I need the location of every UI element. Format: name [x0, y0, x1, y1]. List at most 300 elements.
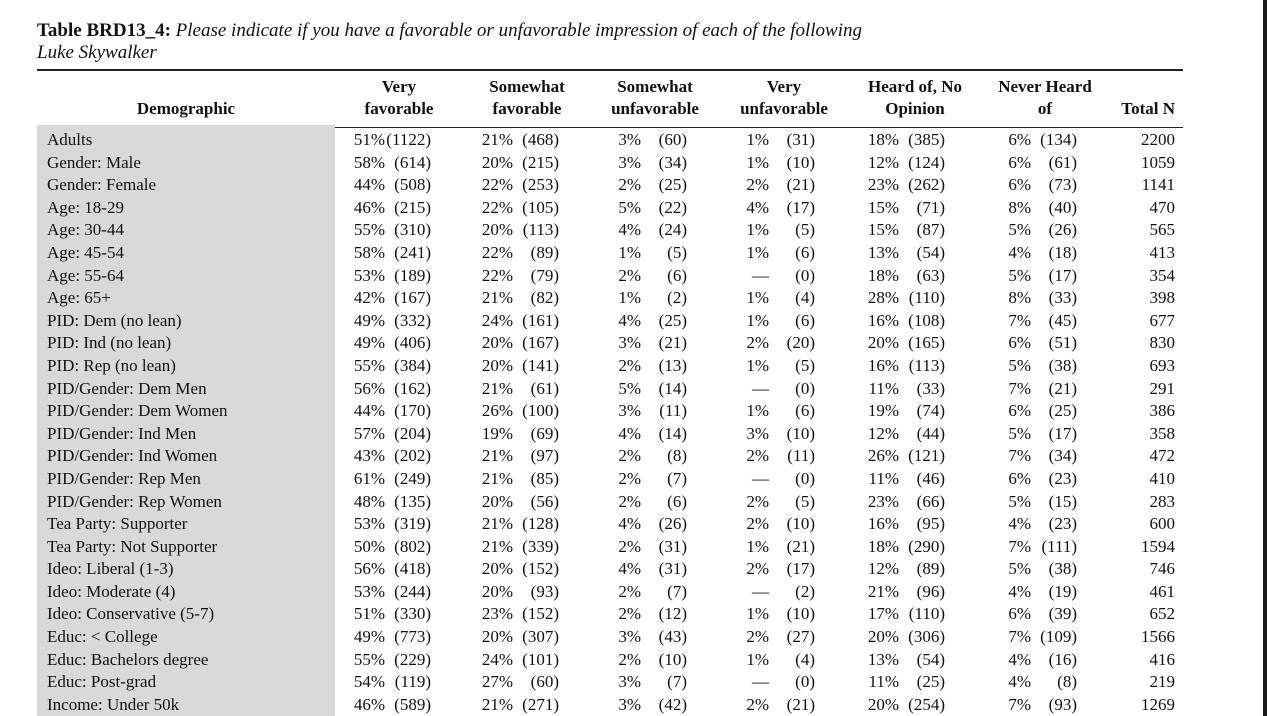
count-value: (332) [394, 310, 431, 330]
count-value: (202) [394, 446, 431, 466]
value-cell [463, 694, 591, 716]
percent-value: 1% [746, 355, 769, 375]
count-value: (45) [1048, 310, 1077, 330]
value-cell [335, 671, 463, 694]
value-cell [719, 581, 849, 604]
percent-value: 19% [867, 401, 899, 421]
col-header-total-n: Total N [1121, 99, 1175, 118]
percent-value: 51% [353, 604, 385, 624]
percent-value: 2% [618, 491, 641, 511]
demographic-label: Educ: Post-grad [37, 671, 335, 694]
percent-value: 4% [1008, 581, 1031, 601]
demographic-label: PID/Gender: Dem Men [37, 378, 335, 401]
value-cell [335, 649, 463, 672]
count-value: (310) [394, 220, 431, 240]
count-value: (5) [795, 355, 815, 375]
count-value: (802) [394, 536, 431, 556]
percent-value: 2% [618, 468, 641, 488]
percent-value: 11% [868, 672, 899, 692]
percent-value: — [752, 468, 769, 488]
percent-value: 7% [1008, 536, 1031, 556]
demographic-label: Ideo: Moderate (4) [37, 581, 335, 604]
percent-value: 11% [868, 378, 899, 398]
value-cell [719, 265, 849, 288]
value-cell [591, 125, 719, 152]
value-cell [335, 536, 463, 559]
count-value: (128) [522, 514, 559, 534]
value-cell [591, 310, 719, 333]
count-value: (61) [1048, 152, 1077, 172]
count-value: (4) [795, 649, 815, 669]
value-cell [463, 558, 591, 581]
total-n-value: 413 [1149, 242, 1175, 262]
count-value: (46) [916, 468, 945, 488]
value-cell [335, 626, 463, 649]
count-value: (6) [795, 401, 815, 421]
percent-value: 5% [618, 197, 641, 217]
percent-value: 51% [353, 130, 385, 149]
value-cell [463, 378, 591, 401]
demographic-label: Age: 18-29 [37, 197, 335, 220]
percent-value: 55% [353, 355, 385, 375]
value-cell [849, 445, 981, 468]
percent-value: 21% [867, 581, 899, 601]
value-cell [849, 332, 981, 355]
count-value: (319) [394, 514, 431, 534]
value-cell [719, 197, 849, 220]
value-cell [591, 671, 719, 694]
count-value: (2) [667, 288, 687, 308]
value-cell [591, 378, 719, 401]
count-value: (13) [658, 355, 687, 375]
value-cell [981, 265, 1109, 288]
count-value: (113) [522, 220, 559, 240]
percent-value: 4% [618, 423, 641, 443]
value-cell [849, 513, 981, 536]
table-row [37, 355, 1183, 378]
total-n-value: 416 [1149, 649, 1175, 669]
percent-value: 43% [353, 446, 385, 466]
total-n-value: 1269 [1141, 694, 1175, 714]
count-value: (124) [908, 152, 945, 172]
value-cell [981, 125, 1109, 152]
value-cell [335, 332, 463, 355]
percent-value: 49% [353, 627, 385, 647]
value-cell [981, 310, 1109, 333]
count-value: (39) [1048, 604, 1077, 624]
percent-value: 16% [867, 355, 899, 375]
count-value: (38) [1048, 559, 1077, 579]
count-value: (93) [1048, 694, 1077, 714]
count-value: (31) [658, 536, 687, 556]
value-cell [981, 152, 1109, 175]
value-cell [335, 694, 463, 716]
count-value: (33) [916, 378, 945, 398]
value-cell [463, 626, 591, 649]
value-cell [849, 174, 981, 197]
demographic-label: Income: Under 50k [37, 694, 335, 716]
table-row [37, 400, 1183, 423]
count-value: (1122) [386, 130, 431, 149]
value-cell [849, 378, 981, 401]
percent-value: 23% [867, 175, 899, 195]
value-cell [849, 649, 981, 672]
total-n-value: 1566 [1141, 627, 1175, 647]
count-value: (6) [795, 242, 815, 262]
percent-value: 8% [1008, 288, 1031, 308]
count-value: (262) [908, 175, 945, 195]
total-n-value: 410 [1149, 468, 1175, 488]
count-value: (5) [795, 491, 815, 511]
count-value: (21) [786, 694, 815, 714]
percent-value: 4% [618, 220, 641, 240]
count-value: (508) [394, 175, 431, 195]
percent-value: 7% [1008, 627, 1031, 647]
percent-value: 54% [353, 672, 385, 692]
value-cell [719, 671, 849, 694]
value-cell [981, 491, 1109, 514]
value-cell [463, 536, 591, 559]
percent-value: 28% [867, 288, 899, 308]
value-cell [335, 423, 463, 446]
value-cell [849, 242, 981, 265]
value-cell [335, 491, 463, 514]
value-cell [849, 558, 981, 581]
value-cell [719, 491, 849, 514]
demographic-label: Tea Party: Not Supporter [37, 536, 335, 559]
count-value: (71) [916, 197, 945, 217]
value-cell [719, 219, 849, 242]
value-cell [591, 152, 719, 175]
count-value: (5) [667, 242, 687, 262]
percent-value: 5% [1008, 220, 1031, 240]
percent-value: 3% [618, 672, 641, 692]
count-value: (26) [1048, 220, 1077, 240]
header-row [37, 76, 1183, 125]
value-cell [591, 242, 719, 265]
percent-value: 27% [481, 672, 513, 692]
percent-value: 6% [1008, 152, 1031, 172]
table-title [37, 20, 1177, 64]
value-cell [463, 332, 591, 355]
percent-value: 15% [867, 197, 899, 217]
percent-value: 20% [481, 333, 513, 353]
percent-value: 53% [353, 581, 385, 601]
value-cell [591, 174, 719, 197]
count-value: (10) [786, 423, 815, 443]
percent-value: 56% [353, 378, 385, 398]
percent-value: 7% [1008, 310, 1031, 330]
value-cell [335, 355, 463, 378]
value-cell [591, 400, 719, 423]
value-cell [591, 332, 719, 355]
value-cell [981, 197, 1109, 220]
value-cell [719, 558, 849, 581]
percent-value: 20% [867, 694, 899, 714]
count-value: (165) [908, 333, 945, 353]
value-cell [719, 152, 849, 175]
count-value: (51) [1048, 333, 1077, 353]
value-cell [335, 558, 463, 581]
value-cell [463, 649, 591, 672]
count-value: (40) [1048, 197, 1077, 217]
count-value: (0) [795, 672, 815, 692]
percent-value: 2% [618, 265, 641, 285]
percent-value: 1% [618, 242, 641, 262]
count-value: (22) [658, 197, 687, 217]
total-n-value: 565 [1149, 220, 1175, 240]
count-value: (93) [530, 581, 559, 601]
count-value: (54) [916, 242, 945, 262]
count-value: (110) [908, 288, 945, 308]
col-header-somewhat-unfavorable: Somewhat unfavorable [611, 77, 699, 118]
value-cell [849, 491, 981, 514]
count-value: (385) [908, 130, 945, 149]
percent-value: 18% [867, 130, 899, 149]
value-cell [335, 265, 463, 288]
percent-value: 22% [481, 175, 513, 195]
total-n-value: 470 [1149, 197, 1175, 217]
count-value: (31) [658, 559, 687, 579]
percent-value: 22% [481, 265, 513, 285]
count-value: (85) [530, 468, 559, 488]
count-value: (25) [658, 175, 687, 195]
value-cell [591, 491, 719, 514]
table-row [37, 626, 1183, 649]
count-value: (63) [916, 265, 945, 285]
table-row [37, 197, 1183, 220]
value-cell [981, 378, 1109, 401]
value-cell [335, 152, 463, 175]
percent-value: 1% [746, 604, 769, 624]
count-value: (290) [908, 536, 945, 556]
percent-value: 1% [746, 152, 769, 172]
percent-value: 1% [746, 220, 769, 240]
percent-value: 2% [618, 536, 641, 556]
col-header-very-unfavorable: Very unfavorable [740, 77, 828, 118]
demographic-label: Ideo: Liberal (1-3) [37, 558, 335, 581]
value-cell [335, 310, 463, 333]
count-value: (17) [786, 559, 815, 579]
value-cell [335, 445, 463, 468]
value-cell [463, 513, 591, 536]
count-value: (306) [908, 627, 945, 647]
percent-value: 2% [618, 446, 641, 466]
value-cell [463, 174, 591, 197]
percent-value: 24% [481, 310, 513, 330]
total-n-value: 677 [1149, 310, 1175, 330]
count-value: (8) [1057, 672, 1077, 692]
percent-value: 2% [746, 627, 769, 647]
count-value: (23) [1048, 468, 1077, 488]
count-value: (330) [394, 604, 431, 624]
total-n-value: 693 [1149, 355, 1175, 375]
value-cell [591, 197, 719, 220]
percent-value: 46% [353, 694, 385, 714]
value-cell [719, 649, 849, 672]
percent-value: 6% [1008, 468, 1031, 488]
value-cell [591, 649, 719, 672]
demographic-label: Gender: Female [37, 174, 335, 197]
percent-value: 19% [481, 423, 513, 443]
count-value: (97) [530, 446, 559, 466]
count-value: (2) [795, 581, 815, 601]
demographic-label: PID: Dem (no lean) [37, 310, 335, 333]
count-value: (215) [522, 152, 559, 172]
table-row [37, 242, 1183, 265]
percent-value: 2% [618, 604, 641, 624]
percent-value: 24% [481, 649, 513, 669]
count-value: (33) [1048, 288, 1077, 308]
percent-value: 26% [481, 401, 513, 421]
value-cell [335, 125, 463, 152]
count-value: (109) [1040, 627, 1077, 647]
percent-value: 42% [353, 288, 385, 308]
percent-value: 56% [353, 559, 385, 579]
percent-value: 44% [353, 401, 385, 421]
count-value: (170) [394, 401, 431, 421]
percent-value: 12% [867, 559, 899, 579]
demographic-label: Adults [37, 125, 335, 152]
demographic-label: PID/Gender: Rep Women [37, 491, 335, 514]
percent-value: 2% [746, 333, 769, 353]
count-value: (15) [1048, 491, 1077, 511]
percent-value: 20% [481, 627, 513, 647]
total-n-value: 472 [1149, 446, 1175, 466]
count-value: (244) [394, 581, 431, 601]
total-n-value: 1141 [1141, 175, 1175, 195]
percent-value: 22% [481, 197, 513, 217]
value-cell [463, 423, 591, 446]
value-cell [981, 626, 1109, 649]
table-row [37, 332, 1183, 355]
demographic-label: Age: 55-64 [37, 265, 335, 288]
total-n-value: 219 [1149, 672, 1175, 692]
table-body [37, 125, 1183, 716]
value-cell [719, 378, 849, 401]
percent-value: 50% [353, 536, 385, 556]
value-cell [719, 603, 849, 626]
value-cell [849, 423, 981, 446]
percent-value: 23% [481, 604, 513, 624]
count-value: (24) [658, 220, 687, 240]
percent-value: 4% [618, 559, 641, 579]
percent-value: 13% [867, 649, 899, 669]
count-value: (0) [795, 378, 815, 398]
percent-value: 1% [746, 649, 769, 669]
count-value: (253) [522, 175, 559, 195]
percent-value: 6% [1008, 333, 1031, 353]
value-cell [981, 536, 1109, 559]
percent-value: 5% [1008, 265, 1031, 285]
percent-value: 6% [1008, 401, 1031, 421]
count-value: (110) [908, 604, 945, 624]
value-cell [591, 468, 719, 491]
value-cell [463, 671, 591, 694]
percent-value: 3% [618, 627, 641, 647]
count-value: (0) [795, 265, 815, 285]
percent-value: 1% [746, 288, 769, 308]
total-n-value: 461 [1149, 581, 1175, 601]
total-n-value: 1594 [1141, 536, 1175, 556]
value-cell [463, 491, 591, 514]
count-value: (82) [530, 288, 559, 308]
table-row [37, 468, 1183, 491]
percent-value: 20% [481, 220, 513, 240]
table-row [37, 513, 1183, 536]
table-row [37, 445, 1183, 468]
percent-value: 49% [353, 333, 385, 353]
count-value: (189) [394, 265, 431, 285]
percent-value: 4% [1008, 672, 1031, 692]
percent-value: 44% [353, 175, 385, 195]
count-value: (79) [530, 265, 559, 285]
value-cell [981, 694, 1109, 716]
table-row [37, 536, 1183, 559]
table-row [37, 152, 1183, 175]
count-value: (19) [1048, 581, 1077, 601]
value-cell [719, 423, 849, 446]
percent-value: 21% [481, 536, 513, 556]
percent-value: 5% [1008, 491, 1031, 511]
percent-value: 4% [1008, 242, 1031, 262]
count-value: (6) [667, 491, 687, 511]
value-cell [463, 125, 591, 152]
value-cell [849, 671, 981, 694]
value-cell [981, 649, 1109, 672]
percent-value: 2% [618, 581, 641, 601]
value-cell [849, 581, 981, 604]
count-value: (121) [908, 446, 945, 466]
count-value: (14) [658, 378, 687, 398]
count-value: (134) [1040, 130, 1077, 149]
count-value: (6) [795, 310, 815, 330]
count-value: (12) [658, 604, 687, 624]
value-cell [335, 378, 463, 401]
count-value: (21) [658, 333, 687, 353]
count-value: (25) [1048, 401, 1077, 421]
count-value: (589) [394, 694, 431, 714]
percent-value: 58% [353, 242, 385, 262]
total-n-value: 386 [1149, 401, 1175, 421]
value-cell [335, 287, 463, 310]
value-cell [981, 400, 1109, 423]
count-value: (10) [786, 604, 815, 624]
percent-value: 2% [618, 355, 641, 375]
count-value: (73) [1048, 175, 1077, 195]
table-row [37, 310, 1183, 333]
table-subject: Luke Skywalker [37, 42, 157, 63]
value-cell [591, 219, 719, 242]
count-value: (307) [522, 627, 559, 647]
table-row [37, 378, 1183, 401]
table-row [37, 491, 1183, 514]
value-cell [463, 355, 591, 378]
table-row [37, 694, 1183, 716]
percent-value: 15% [867, 220, 899, 240]
count-value: (119) [394, 672, 431, 692]
value-cell [335, 400, 463, 423]
count-value: (161) [522, 310, 559, 330]
count-value: (18) [1048, 242, 1077, 262]
percent-value: 17% [867, 604, 899, 624]
percent-value: 22% [481, 242, 513, 262]
count-value: (21) [786, 175, 815, 195]
table-question: Please indicate if you have a favorable or unfavorable impression of each of the following [175, 20, 863, 41]
value-cell [981, 445, 1109, 468]
percent-value: 2% [746, 446, 769, 466]
value-cell [719, 174, 849, 197]
